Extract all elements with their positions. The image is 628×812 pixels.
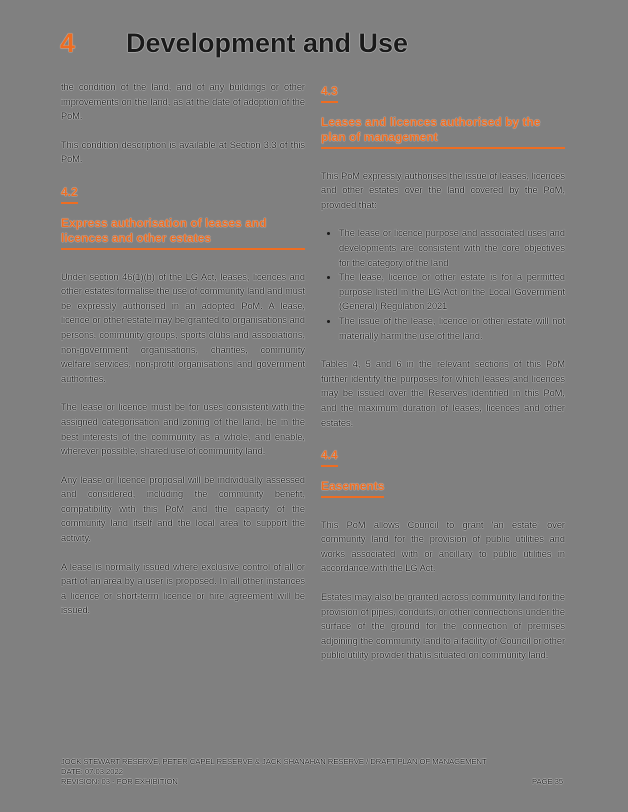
body-paragraph: Tables 4, 5 and 6 in the relevant sections of this PoM further identify the purposes for which leases and licences may be issued over the Reserves identified in this PoM, and the maximum duration of leases, licences and other estates. [321, 359, 565, 428]
intro-paragraph: the condition of the land, and of any buildings or other improvements on the land, as at the date of adoption of the PoM. [61, 82, 305, 122]
footer-revision: REVISION: 03 - FOR EXHIBITION [61, 777, 178, 787]
body-paragraph: This PoM expressly authorises the issue of leases, licences and other estates over the land covered by the PoM, provided that: [321, 170, 565, 210]
list-item: • The issue of the lease, licence or other estate will not materially harm the use of the land. [339, 314, 565, 343]
section-4-2 [61, 181, 305, 618]
footer-date: DATE: 07.03.2022 [61, 767, 123, 777]
section-number: 4.2 [61, 185, 78, 204]
intro-paragraph: This condition description is available at Section 3.3 of this PoM. [61, 139, 305, 165]
footer-document-title: JOCK STEWART RESERVE, PETER CAPEL RESERVE & JACK SHANAHAN RESERVE / DRAFT PLAN OF MANAGEMENT [61, 757, 487, 766]
body-paragraph: Estates may also be granted across community land for the provision of pipes, conduits, or other connections under the surface of the ground for the connection of premises adjoining the community land to a facility of Council or other public utility provider that is situated on community land. [321, 592, 565, 661]
left-column [61, 80, 305, 632]
page-header [60, 28, 408, 59]
body-paragraph: The lease or licence must be for uses consistent with the assigned categorisation and zoning of the land, be in the best interests of the community as a whole, and enable, wherever possible, shared use of community land. [61, 402, 305, 457]
section-number: 4.3 [321, 84, 338, 103]
body-paragraph: Under section 46(1)(b) of the LG Act, leases, licences and other estates formalise the use of community land and must be expressly authorised in an adopted PoM. A lease, licence or other estate may be granted to organisations and persons, community groups, sports clubs and associations, non-government organisations, charities, community welfare services, non-profit organisations and government authorities. [61, 271, 305, 384]
section-title: Express authorisation of leases and licences and other estates [61, 216, 305, 250]
section-number: 4.4 [321, 448, 338, 467]
body-paragraph: A lease is normally issued where exclusive control of all or part of an area by a user is proposed. In all other instances a licence or short-term licence or hire agreement will be issued. [61, 561, 305, 616]
section-4-3 [321, 80, 565, 430]
list-item: • The lease or licence purpose and associated uses and developments are consistent with the core objectives for the category of the land [339, 226, 565, 270]
right-column [321, 80, 565, 677]
page-number: PAGE 35 [532, 777, 564, 786]
section-4-4 [321, 444, 565, 663]
page-footer [61, 757, 487, 788]
body-paragraph: Any lease or licence proposal will be individually assessed and considered, including the community benefit, compatibility with this PoM and the capacity of the community land itself and the local area to support the activity. [61, 474, 305, 544]
body-paragraph: This PoM allows Council to grant 'an estate' over community land for the provision of public utilities and works associated with or ancillary to public utilities in accordance with the LG Act. [321, 519, 565, 574]
section-title: Leases and licences authorised by the plan of management [321, 115, 565, 149]
conditions-list [321, 226, 565, 343]
chapter-title: Development and Use [126, 28, 409, 58]
chapter-number: 4 [60, 28, 76, 58]
section-title: Easements [321, 479, 384, 498]
list-item: • The lease, licence or other estate is for a permitted purpose listed in the LG Act or the Local Government (General) Regulation 2021 [339, 270, 565, 314]
